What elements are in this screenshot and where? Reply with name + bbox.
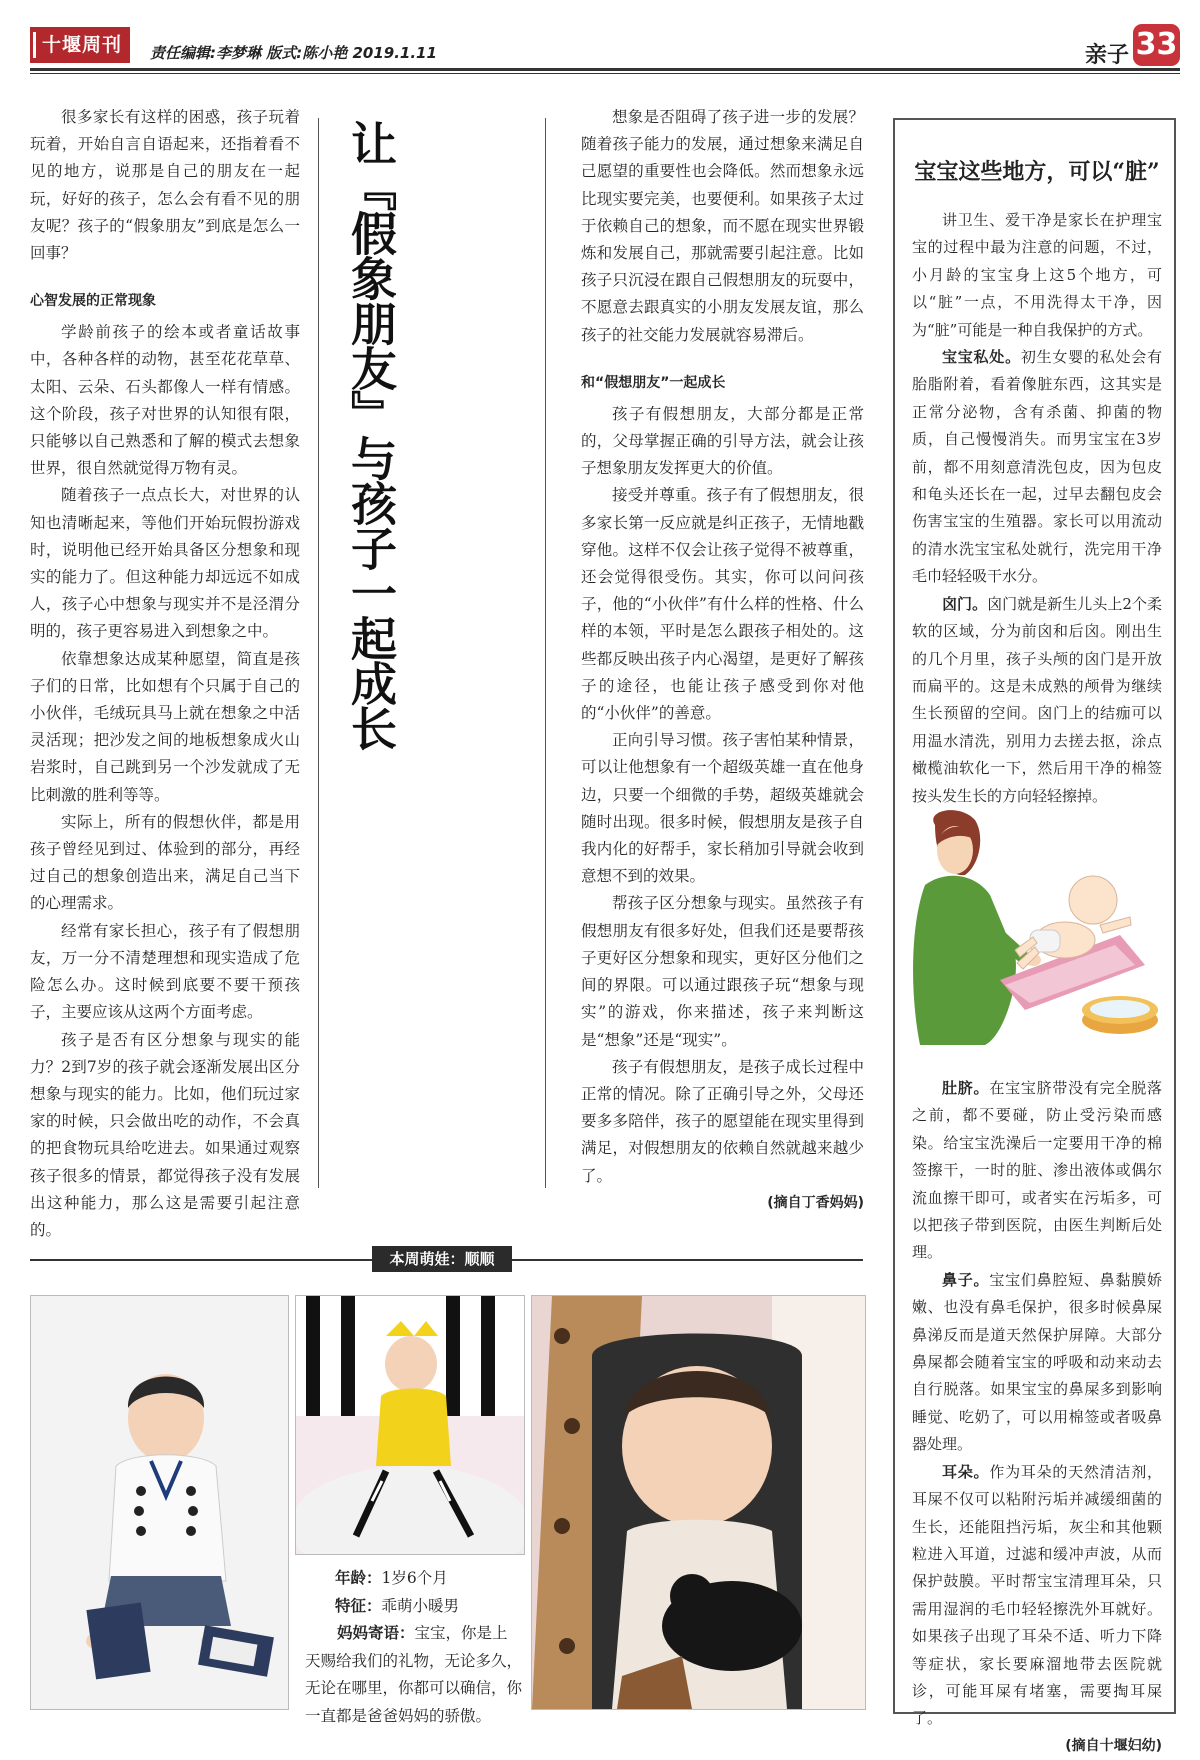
source-credit: (摘自十堰妇幼) — [1065, 1737, 1162, 1754]
age-label: 年龄： — [335, 1569, 382, 1587]
body-paragraph: 孩子是否有区分想象与现实的能力？2到7岁的孩子就会逐渐发展出区分想象与现实的能力。比如，他们玩过家家的时候，只会做出吃的动作，不会真的把食物玩具给吃进去。如果通过观察孩子很多的情景，都觉得孩子没有发展出这种能力，那么这是需要引起注意的。 — [30, 1030, 300, 1239]
source-credit: (摘自丁香妈妈) — [767, 1194, 864, 1211]
column-divider-left — [318, 118, 319, 1188]
body-paragraph — [912, 344, 1162, 591]
baby-photo-3 — [531, 1295, 866, 1710]
mother-baby-illustration — [905, 805, 1165, 1050]
section-heading: 和“假想朋友”一起成长 — [581, 374, 726, 391]
feature-value: 乖萌小暖男 — [381, 1596, 460, 1615]
body-paragraph: 接受并尊重。孩子有了假想朋友，很多家长第一反应就是纠正孩子，无情地戳穿他。这样不仅会让孩子觉得不被尊重，还会觉得很受伤。其实，你可以问问孩子，他的“小伙伴”有什么样的性格、什么样的本领，平时是怎么跟孩子相处的。这些都反映出孩子内心渴望，是更好了解孩子的途径，也能让孩子感受到你对他的“小伙伴”的善意。 — [581, 486, 864, 723]
page-number-badge: 33 — [1133, 24, 1180, 66]
masthead-bar — [33, 32, 36, 58]
body-paragraph: 很多家长有这样的困惑，孩子玩着玩着，开始自言自语起来，还指着看不见的地方，说那是自己的朋友在一起玩，好好的孩子，怎么会有看不见的朋友呢？孩子的“假象朋友”到底是怎么一回事？ — [30, 108, 300, 263]
feature-label: 特征： — [335, 1596, 382, 1615]
masthead-logo — [30, 27, 130, 63]
header-rule — [30, 68, 1180, 71]
article-column-1 — [30, 104, 300, 1244]
paragraph-lead: 肚脐。 — [942, 1079, 990, 1097]
article-column-2 — [581, 104, 864, 1217]
body-paragraph: 孩子有假想朋友，大部分都是正常的，父母掌握正确的引导方法，就会让孩子想象朋友发挥更大的价值。 — [581, 404, 864, 478]
header-rule-thin — [30, 73, 1180, 74]
article-headline: 让『假象朋友』与孩子一起成长 — [344, 120, 398, 750]
paragraph-lead: 囟门。 — [942, 594, 988, 613]
section-label: 亲子 — [1085, 43, 1130, 68]
body-paragraph: 想象是否阻碍了孩子进一步的发展？随着孩子能力的发展，通过想象来满足自己愿望的重要性也会降低。然而想象永远比现实要完美，也要便利。如果孩子太过于依赖自己的想象，而不愿在现实世界锻炼和发展自己，那就需要引起注意。比如孩子只沉浸在跟自己假想朋友的玩耍中，不愿意去跟真实的小朋友发展友谊，那么孩子的社交能力发展就容易滞后。 — [581, 108, 864, 344]
body-paragraph: 经常有家长担心，孩子有了假想朋友，万一分不清楚理想和现实造成了危险怎么办。这时候到底要不要干预孩子，主要应该从这两个方面考虑。 — [30, 921, 300, 1022]
baby-section-label: 本周萌娃：顺顺 — [372, 1246, 512, 1272]
baby-photo-2 — [295, 1295, 525, 1555]
age-value: 1岁6个月 — [381, 1569, 448, 1587]
baby-photo-1 — [30, 1295, 289, 1710]
body-paragraph — [912, 1459, 1162, 1733]
body-paragraph: 依靠想象达成某种愿望，简直是孩子们的日常，比如想有个只属于自己的小伙伴，毛绒玩具马上就在想象之中活灵活现；把沙发之间的地板想象成火山岩浆时，自己跳到另一个沙发就成了无比刺激的胜利等等。 — [30, 649, 300, 804]
mom-message — [305, 1620, 523, 1730]
sidebar-text-bottom — [912, 1075, 1162, 1760]
paragraph-text: 囟门就是新生儿头上2个柔软的区域，分为前囟和后囟。刚出生的几个月里，孩子头颅的囟门是开放而扁平的。这是未成熟的颅骨为继续生长预留的空间。囟门上的结痂可以用温水清洗，别用力去搓去抠，涂点橄榄油软化一下，然后用干净的棉签按头发生长的方向轻轻擦掉。 — [912, 594, 1162, 805]
body-paragraph: 孩子有假想朋友，是孩子成长过程中正常的情况。除了正确引导之外，父母还要多多陪伴，孩子的愿望能在现实里得到满足，对假想朋友的依赖自然就越来越少了。 — [581, 1057, 864, 1185]
message-text: 宝宝，你是上天赐给我们的礼物，无论多久，无论在哪里，你都可以确信，你一直都是爸爸妈妈的骄傲。 — [305, 1624, 523, 1725]
column-divider-right — [545, 118, 546, 1188]
body-paragraph: 学龄前孩子的绘本或者童话故事中，各种各样的动物，甚至花花草草、太阳、云朵、石头都像人一样有情感。这个阶段，孩子对世界的认知很有限，只能够以自己熟悉和了解的模式去想象世界，很自然就觉得万物有灵。 — [30, 323, 300, 478]
baby-caption — [335, 1565, 525, 1620]
section-heading: 心智发展的正常现象 — [30, 293, 156, 310]
paragraph-lead: 宝宝私处。 — [942, 348, 1021, 367]
body-paragraph — [912, 1075, 1162, 1267]
paragraph-text: 初生女婴的私处会有胎脂附着，看着像脏东西，这其实是正常分泌物，含有杀菌、抑菌的物质，自己慢慢消失。而男宝宝在3岁前，都不用刻意清洗包皮，因为包皮和龟头还长在一起，过早去翻包皮会伤害宝宝的生殖器。家长可以用流动的清水洗宝宝私处就行，洗完用干净毛巾轻轻吸干水分。 — [912, 348, 1162, 586]
sidebar-title: 宝宝这些地方，可以“脏” — [914, 159, 1160, 185]
body-paragraph — [912, 591, 1162, 810]
body-paragraph: 实际上，所有的假想伙伴，都是用孩子曾经见到过、体验到的部分，再经过自己的想象创造出来，满足自己当下的心理需求。 — [30, 812, 300, 913]
paragraph-text: 作为耳朵的天然清洁剂，耳屎不仅可以粘附污垢并减缓细菌的生长，还能阻挡污垢，灰尘和其他颗粒进入耳道，过滤和缓冲声波，从而保护鼓膜。平时帮宝宝清理耳朵，只需用湿润的毛巾轻轻擦洗外耳就好。如果孩子出现了耳朵不适、听力下降等症状，家长要麻溜地带去医院就诊，可能耳屎有堵塞，需要掏耳屎了。 — [912, 1462, 1162, 1728]
sidebar-text-top — [912, 207, 1162, 810]
masthead-text: 十堰周刊 — [42, 34, 123, 56]
body-paragraph — [912, 1267, 1162, 1459]
body-paragraph: 帮孩子区分想象与现实。虽然孩子有假想朋友有很多好处，但我们还是要帮孩子更好区分想象和现实，更好区分他们之间的界限。可以通过跟孩子玩“想象与现实”的游戏，你来描述，孩子来判断这是“想象”还是“现实”。 — [581, 894, 864, 1049]
paragraph-lead: 耳朵。 — [942, 1462, 990, 1481]
body-paragraph: 讲卫生、爱干净是家长在护理宝宝的过程中最为注意的问题，不过，小月龄的宝宝身上这5个地方，可以“脏”一点，不用洗得太干净，因为“脏”可能是一种自我保护的方式。 — [912, 211, 1162, 339]
paragraph-text: 宝宝们鼻腔短、鼻黏膜娇嫩、也没有鼻毛保护，很多时候鼻屎鼻涕反而是道天然保护屏障。大部分鼻屎都会随着宝宝的呼吸和动来动去自行脱落。如果宝宝的鼻屎多到影响睡觉、吃奶了，可以用棉签或者吸鼻器处理。 — [912, 1270, 1162, 1454]
paragraph-text: 在宝宝脐带没有完全脱落之前，都不要碰，防止受污染而感染。给宝宝洗澡后一定要用干净的棉签擦干，一时的脏、渗出液体或偶尔流血擦干即可，或者实在污垢多，可以把孩子带到医院，由医生判断后处理。 — [912, 1079, 1162, 1262]
editor-credits: 责任编辑:李梦琳 版式:陈小艳 2019.1.11 — [150, 44, 437, 62]
body-paragraph: 随着孩子一点点长大，对世界的认知也清晰起来，等他们开始玩假扮游戏时，说明他已经开始具备区分想象和现实的能力了。但这种能力却远远不如成人，孩子心中想象与现实并不是泾渭分明的，孩子更容易进入到想象之中。 — [30, 486, 300, 641]
message-label: 妈妈寄语： — [337, 1624, 415, 1642]
body-paragraph: 正向引导习惯。孩子害怕某种情景，可以让他想象有一个超级英雄一直在他身边，只要一个细微的手势，超级英雄就会随时出现。很多时候，假想朋友是孩子自我内化的好帮手，家长稍加引导就会收到意想不到的效果。 — [581, 731, 864, 886]
paragraph-lead: 鼻子。 — [942, 1270, 990, 1289]
